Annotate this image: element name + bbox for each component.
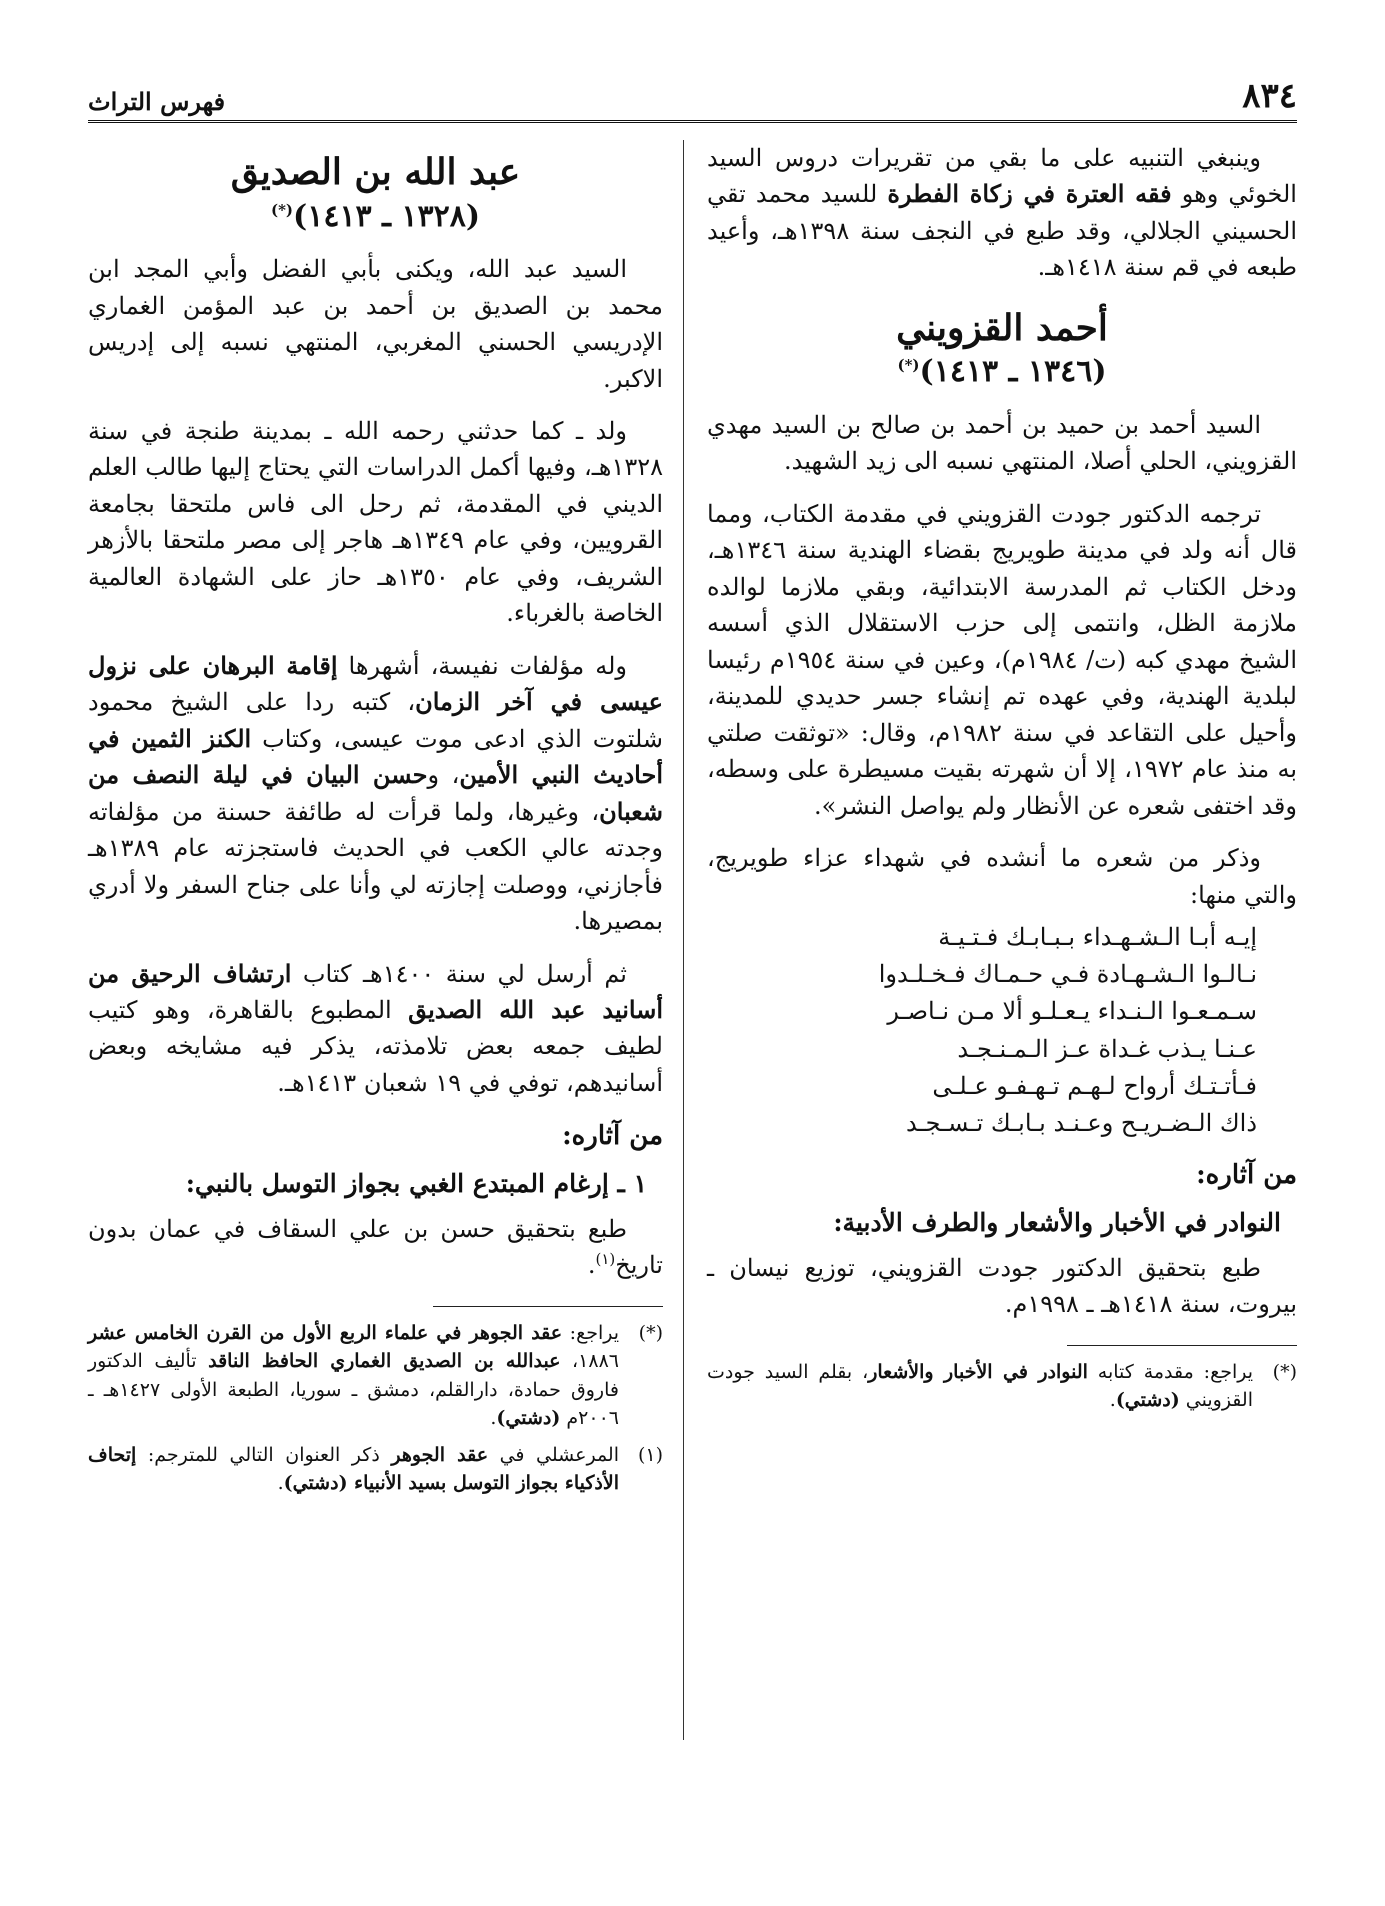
entry-heading-siddiq xyxy=(88,148,663,237)
poem-line: ذاك الـضـريـح وعـنـد بـابـك تـسـجـد xyxy=(906,1109,1257,1137)
page-number: ٨٣٤ xyxy=(1242,76,1297,116)
work-description: طبع بتحقيق الدكتور جودت القزويني، توزيع نيسان ـ بيروت، سنة ١٤١٨هـ ـ ١٩٩٨م. xyxy=(707,1253,1297,1319)
right-column xyxy=(707,140,1297,1840)
footnote-ref: (*) xyxy=(897,356,920,375)
bio-paragraph: السيد أحمد بن حميد بن أحمد بن صالح بن السيد مهدي القزويني، الحلي أصلا، المنتهي نسبه الى زيد الشهيد. xyxy=(707,410,1297,476)
book-title-bold: فقه العترة في زكاة الفطرة xyxy=(887,179,1172,209)
poem-line: نـالـوا الـشـهـادة فـي حـمـاك فـخـلـدوا xyxy=(878,960,1257,989)
bio-paragraph: وذكر من شعره ما أنشده في شهداء عزاء طويريج، والتي منها: xyxy=(707,844,1297,909)
poem-line: فـأتـتـك أرواح لـهـم تـهـفـو عـلـى xyxy=(932,1071,1257,1100)
poem-line: إيـه أبـا الـشـهـداء بـبـابـك فـتـيـة xyxy=(938,923,1257,952)
bio-paragraph: ترجمه الدكتور جودت القزويني في مقدمة الكتاب، ومما قال أنه ولد في مدينة طويريج بقضاء الهندية سنة ١٣٤٦هـ، ودخل الكتاب ثم المدرسة الابتدائية، وبقي ملازما لوالده ملازمة الظل، وانتمى إلى حزب الاستقلال الذي أسسه الشيخ مهدي كبه (ت/ ١٩٨٤م)، وعين في سنة ١٩٥٤م رئيسا لبلدية الهندية، وفي عهده تم إنشاء جسر حديدي للمدينة، وأحيل على التقاعد في سنة ١٩٨٢م، وقال: «توثقت صلتي به منذ عام ١٩٧٢، إلا أن شهرته بقيت مسيطرة على وسطه، وقد اختفى شعره عن الأنظار ولم يواصل النشر». xyxy=(707,499,1298,820)
left-column xyxy=(88,140,663,1840)
work-title: النوادر في الأخبار والأشعار والطرف الأدبية: xyxy=(833,1207,1281,1237)
bio-paragraph: وله مؤلفات نفيسة، أشهرها إقامة البرهان على نزول عيسى في آخر الزمان، كتبه ردا على الشيخ محمود شلتوت الذي ادعى موت عيسى، وكتاب الكنز الثمين في أحاديث النبي الأمين، وحسن البيان في ليلة النصف من شعبان، وغيرها، ولما قرأت له طائفة حسنة من مؤلفاته وجدته عالي الكعب في الحديث فاستجزته عام ١٣٨٩هـ فأجازني، ووصلت إجازته لي وأنا على جناح السفر ولا أدري بمصيرها. xyxy=(88,650,664,936)
bio-paragraph: ولد ـ كما حدثني رحمه الله ـ بمدينة طنجة في سنة ١٣٢٨هـ، وفيها أكمل الدراسات التي يحتاج إليها طالب العلم الديني في المقدمة، ثم رحل الى فاس ملتحقا بجامعة القرويين، وفي عام ١٣٤٩هـ هاجر إلى مصر ملتحقا بالأزهر الشريف، وفي عام ١٣٥٠هـ حاز على الشهادة العالمية الخاصة بالغرباء. xyxy=(88,416,663,628)
poem xyxy=(707,919,1297,1142)
footnote-mark: (*) xyxy=(1272,1360,1297,1383)
entry-title: عبد الله بن الصديق xyxy=(230,151,521,193)
running-title: فهرس التراث xyxy=(88,87,226,116)
page-header xyxy=(88,72,1297,123)
footnote-ref: (١) xyxy=(595,1250,616,1269)
footnote: (*) يراجع: عقد الجوهر في علماء الربع الأول من القرن الخامس عشر ١٨٨٦، عبدالله بن الصديق الغماري الحافظ الناقد تأليف الدكتور فاروق حمادة، دارالقلم، دمشق ـ سوريا، الطبعة الأولى ١٤٢٧هـ ـ ٢٠٠٦م (دشتي). xyxy=(88,1319,663,1433)
work-description: طبع بتحقيق حسن بن علي السقاف في عمان بدون تاريخ$^{(١)}$. xyxy=(88,1214,663,1280)
footnote-ref: (*) xyxy=(270,200,294,219)
footnote: (١) المرعشلي في عقد الجوهر ذكر العنوان التالي للمترجم: إتحاف الأذكياء بجواز التوسل بسيد الأنبياء (دشتي). xyxy=(88,1441,663,1498)
footnote-rule xyxy=(1067,1345,1297,1346)
footnote-rule xyxy=(433,1306,663,1307)
footnote-mark: (١) xyxy=(637,1443,663,1466)
works-heading: من آثاره: xyxy=(1196,1160,1297,1191)
entry-title: أحمد القزويني xyxy=(896,306,1108,349)
bio-paragraph: ثم أرسل لي سنة ١٤٠٠هـ كتاب ارتشاف الرحيق من أسانيد عبد الله الصديق المطبوع بالقاهرة، وهو كتيب لطيف جمعه بعض تلامذته، يذكر فيه مشايخه وبعض أسانيدهم، توفي في ١٩ شعبان ١٤١٣هـ. xyxy=(88,958,664,1097)
work-title: ١ ـ إرغام المبتدع الغبي بجواز التوسل بالنبي: xyxy=(185,1168,647,1198)
bio-paragraph: السيد عبد الله، ويكنى بأبي الفضل وأبي المجد ابن محمد بن الصديق بن أحمد بن عبد المؤمن الغماري الإدريسي الحسني المغربي، المنتهي نسبه إلى إدريس الاكبر. xyxy=(88,255,663,393)
intro-paragraph: وينبغي التنبيه على ما بقي من تقريرات دروس السيد الخوئي وهو فقه العترة في زكاة الفطرة للسيد محمد تقي الحسيني الجلالي، وقد طبع في النجف سنة ١٣٩٨هـ، وأعيد طبعه في قم سنة ١٤١٨هـ. xyxy=(707,144,1297,282)
footnote: (*) يراجع: مقدمة كتابه النوادر في الأخبار والأشعار، بقلم السيد جودت القزويني (دشتي). xyxy=(707,1358,1297,1415)
column-divider xyxy=(683,140,684,1740)
footnote-mark: (*) xyxy=(638,1321,663,1344)
poem-line: عـنـا يـذب غـداة عـز الـمـنـجـد xyxy=(957,1034,1257,1063)
works-heading: من آثاره: xyxy=(562,1121,663,1152)
entry-dates: (١٣٢٨ ـ ١٤١٣)(*) xyxy=(270,198,481,234)
entry-heading-qazwini xyxy=(707,304,1297,393)
entry-dates: (١٣٤٦ ـ ١٤١٣)(*) xyxy=(897,354,1107,390)
poem-line: سـمـعـوا الـنـداء يـعـلـو ألا مـن نـاصـر xyxy=(887,997,1257,1026)
